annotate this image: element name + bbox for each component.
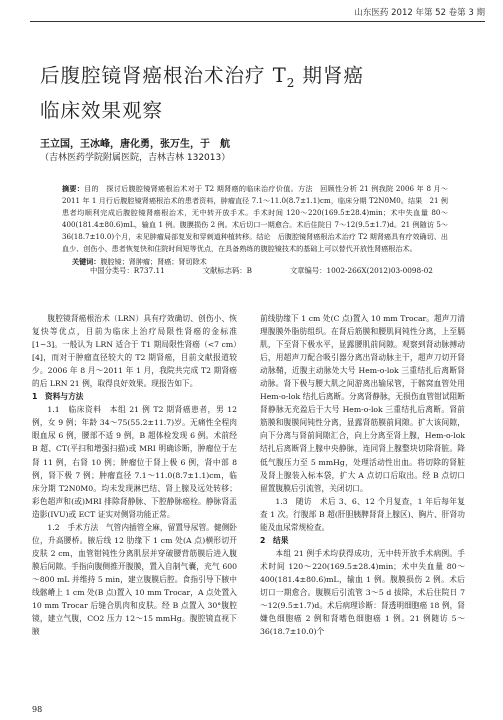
journal-header: 山东医药 2012 年第 52 卷第 3 期: [354, 8, 485, 18]
title-subscript: 2: [286, 75, 296, 90]
title-line-1: [40, 62, 364, 97]
article-number: 文章编号：1002-266X(2012)03-0098-02: [289, 266, 433, 275]
clinical-data-paragraph: 1.1 临床资料 本组 21 例 T2 期肾癌患者，男 12 例，女 9 例；年龄 34～75(55.2±11.7)岁。无痛性全程肉眼血尿 6 例，腰部不适 9 例，B 超体检发现 6 例。术前经 B 超、CT(平扫和增强扫描)或 MRI 明确诊断，肿瘤位于左肾 11 例，右肾 10 例；肿瘤位于肾上极 6 例，肾中部 8 例，肾下极 7 例；肿瘤直径 7.1～11.0(8.7±1.1)cm，临床分期 T2N0M0。均未发现淋巴结、肾上腺及远处转移；彩色超声和(或)MRI 排除肾静脉、下腔静脉癌栓。静脉肾盂造影(IVU)或 ECT 证实对侧肾功能正常。: [32, 405, 237, 519]
abstract-label: 摘要：: [62, 184, 85, 193]
keywords-label: 关键词：: [72, 257, 101, 266]
intro-paragraph: 腹腔镜肾癌根治术（LRN）具有疗效确切、创伤小、恢复快等优点，目前为临床上治疗局限性肾癌的金标准[1~3]。一般认为 LRN 适合于 T1 期局限性肾癌（<7 cm）[4]，而对于肿瘤直径较大的 T2 期肾癌，目前文献报道较少。2006 年 8 月～2011 年 1 月，我院共完成 T2 期肾癌的后 LRN 21 例，取得良好效果。现报告如下。: [32, 314, 237, 389]
abstract-text: [62, 183, 448, 255]
affiliation: （吉林医药学院附属医院，吉林吉林 132013）: [40, 153, 231, 163]
title-line-1-text: 后腹腔镜肾癌根治术治疗 T: [40, 64, 287, 87]
document-code: 文献标志码：B: [202, 266, 252, 275]
classification-number: 中国分类号：R737.11: [90, 266, 165, 275]
article-metadata: [90, 264, 433, 277]
article-title: [40, 62, 364, 125]
section-heading-methods: 1 资料与方法: [32, 392, 84, 402]
body-left-column: [32, 312, 237, 638]
results-paragraph: 本组 21 例手术均获得成功，无中转开放手术病例。手术时间 120～220(169.5±28.4)min；术中失血量 80～400(181.4±80.6)mL，输血 1 例。腹膜损伤 2 例。术后切口一期愈合。腹膜后引流管 3～5 d 拔除，术后住院日 7～12(9.5±1.7)d。术后病理诊断：肾透明细胞癌 18 例，肾嫌色细胞癌 2 例和肾嗜色细胞癌 1 例。21 例随访 5～36(18.7±10.0)个: [260, 548, 465, 637]
title-line-1-tail: 期肾癌: [295, 64, 365, 87]
abstract-body: 目的 探讨后腹腔镜肾癌根治术对于 T2 期肾癌的临床治疗价值。方法 回顾性分析 21 例我院 2006 年 8 月～2011 年 1 月行后腹腔镜肾癌根治术的患者资料，肿瘤直径 7.1～11.0(8.7±1.1)cm，临床分期 T2N0M0。结果 21 例患者均顺利完成后腹腔镜肾癌根治术，无中转开放手术。手术时间 120～220(169.5±28.4)min；术中失血量 80～400(181.4±80.6)mL，输血 1 例。腹膜损伤 2 例。术后切口一期愈合。术后住院日 7～12(9.5±1.7)d。21 例随访 5～36(18.7±10.0)个月，未见肿瘤局部复发和穿刺道种植转移。结论 后腹腔镜肾癌根治术治疗 T2 期肾癌具有疗效确切、出血少、创伤小、患者恢复快和住院时间短等优点，在具备熟练的腹腔镜技术的基础上可以替代开放性肾癌根治术。: [62, 184, 449, 253]
surgical-method-continued: 前线肋缘下 1 cm 处(C 点)置入 10 mm Trocar。超声刀清理腹膜外脂肪组织。在肾后筋膜和腰肌间钝性分离，上至膈肌，下至肾下极水平，显露腰肌前间隙。观察到肾动脉搏动后，用超声刀配合吸引器分离出肾动脉主干，超声刀切开肾动脉鞘，近腹主动脉处大号 Hem-o-lok 三重结扎后离断肾动脉。肾下极与腰大肌之间游离出输尿管，于髂窝血管处用 Hem-o-lok 结扎后离断。分离肾静脉，无损伤血管钳试阻断肾静脉无充盈后于大号 Hem-o-lok 三重结扎后离断。肾前筋膜和腹膜间钝性分离，显露肾筋膜前间隙。扩大该间隙，向下分离与肾前间隙汇合，向上分离至肾上腺，Hem-o-lok 结扎后离断肾上腺中央静脉，连同肾上腺整块切除肾脏。降低气腹压力至 5 mmHg，处理活动性出血。将切除的肾脏及肾上腺装入标本袋，扩大 A 点切口后取出。经 B 点切口留置腹膜后引流管，关闭切口。: [260, 314, 465, 493]
abstract: [62, 183, 448, 268]
authors: 王立国，王冰峰，唐化勇，张万生，于 航: [40, 139, 230, 150]
followup-paragraph: 1.3 随访 术后 3、6、12 个月复查，1 年后每年复查 1 次。行腹部 B 超(肝胆胰脾肾肾上腺区)、胸片、肝肾功能及血尿常规检查。: [260, 496, 465, 532]
body-right-column: [260, 312, 465, 638]
title-line-2: 临床效果观察: [40, 98, 164, 122]
keywords-list: 腹腔镜；肾肿瘤；肾癌；肾切除术: [100, 257, 207, 266]
page-number: 98: [32, 705, 43, 714]
header-rule: [30, 21, 485, 22]
section-heading-results: 2 结果: [260, 535, 289, 545]
surgical-method-paragraph: 1.2 手术方法 气管内插管全麻，留置导尿管。健侧卧位，升高腰桥。腋后线 12 肋缘下 1 cm 处(A 点)横形切开皮肤 2 cm，血管钳钝性分离肌层并穿破腰背筋膜后进入腹膜后间隙。手指向腹侧推开腹膜，置入自制气囊，充气 600～800 mL 并维持 5 min，建立腹膜后腔。食指引导下腋中线髂嵴上 1 cm 处(B 点)置入 10 mm Trocar，A 点处置入 10 mm Trocar 后缝合肌肉和皮肤。经 B 点置入 30°腹腔镜，建立气腹，CO2 压力 12～15 mmHg。腹腔镜直视下腋: [32, 522, 237, 637]
